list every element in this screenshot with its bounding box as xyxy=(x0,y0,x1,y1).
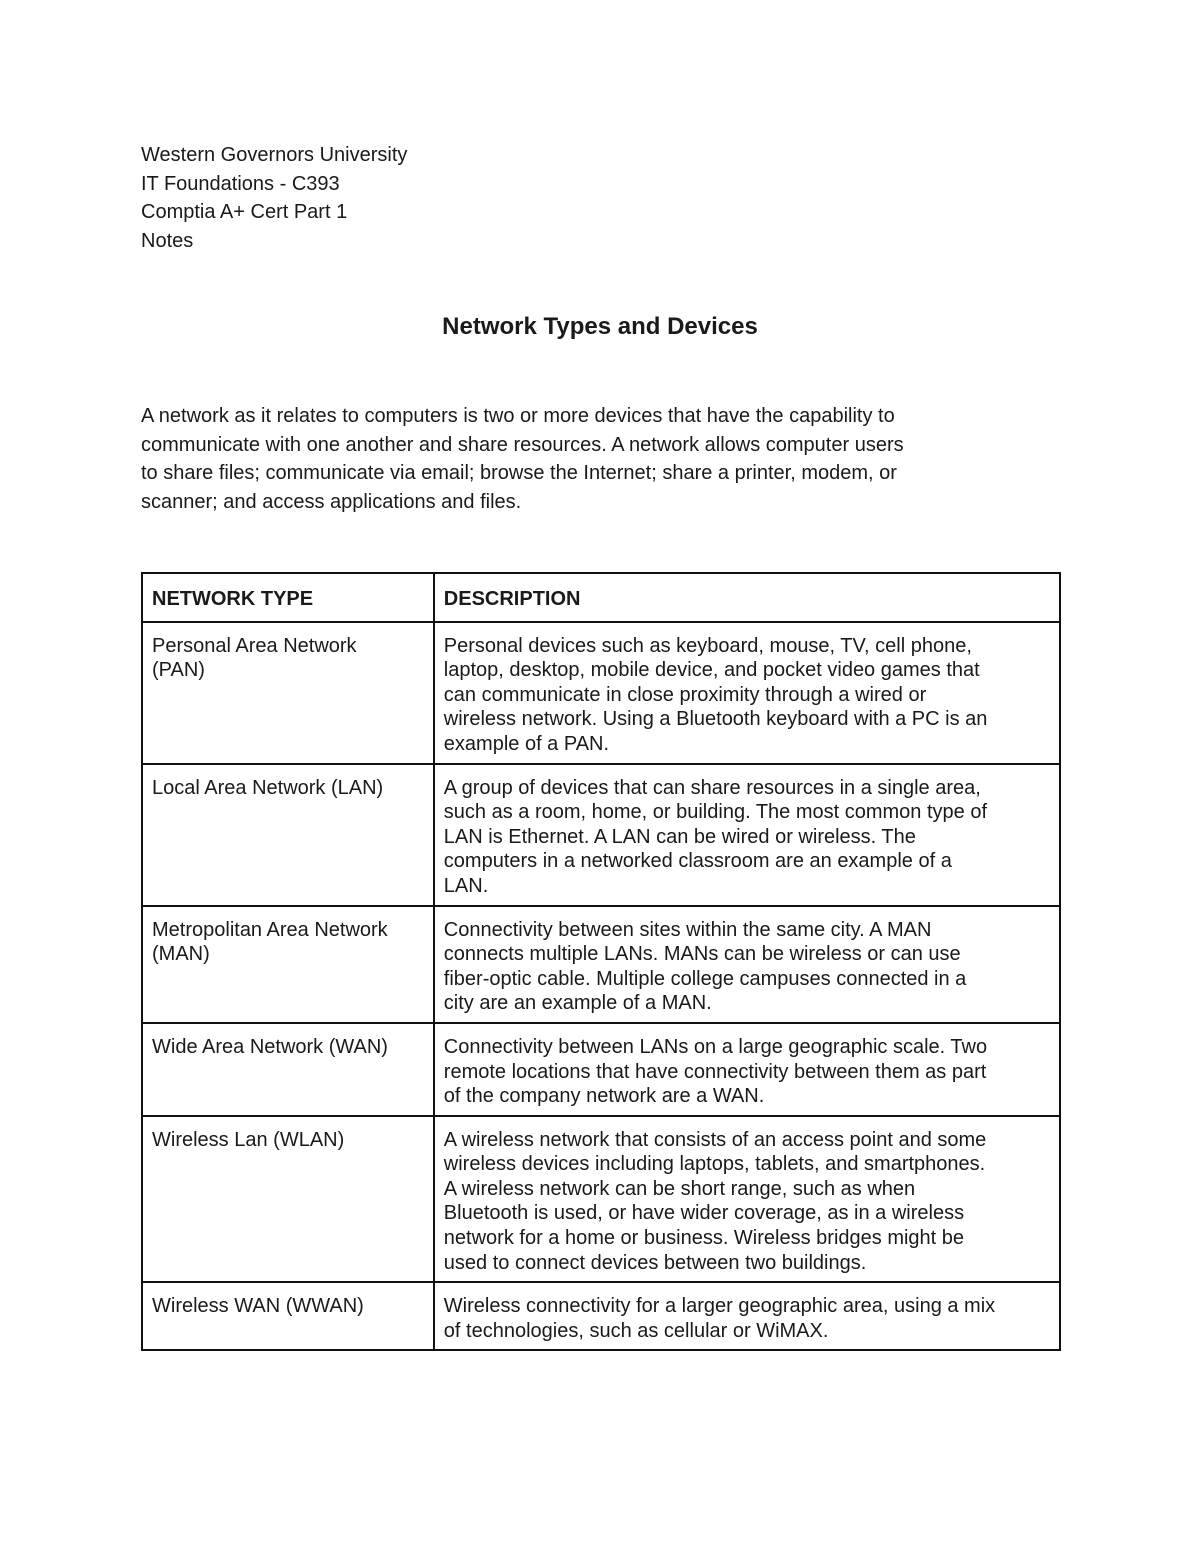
network-types-table xyxy=(141,572,1061,1351)
description-text: Bluetooth is used, or have wider coverage, as in a wireless xyxy=(443,1202,965,1225)
description-cell xyxy=(434,906,1060,1023)
description-cell xyxy=(434,764,1060,906)
table-header-row xyxy=(142,573,1060,622)
table-row xyxy=(142,622,1060,764)
network-type-cell xyxy=(142,906,434,1023)
description-text: network for a home or business. Wireless bridges might be xyxy=(443,1227,965,1250)
description-cell xyxy=(434,1116,1060,1283)
table-row xyxy=(142,764,1060,906)
description-cell xyxy=(434,622,1060,764)
network-type-text: Metropolitan Area Network xyxy=(152,918,388,941)
description-text: remote locations that have connectivity between them as part xyxy=(443,1060,987,1083)
description-text: Wireless connectivity for a larger geographic area, using a mix xyxy=(443,1295,996,1318)
description-text: laptop, desktop, mobile device, and pocket video games that xyxy=(443,659,980,682)
description-cell xyxy=(434,1282,1060,1350)
table-row xyxy=(142,1116,1060,1283)
description-text: computers in a networked classroom are an example of a xyxy=(443,850,952,873)
header-line-university: Western Governors University xyxy=(141,144,408,166)
description-text: can communicate in close proximity through a wired or xyxy=(443,683,927,706)
header-line-course: IT Foundations - C393 xyxy=(141,172,340,195)
intro-line: A network as it relates to computers is two or more devices that have the capability to xyxy=(141,405,895,427)
intro-line: to share files; communicate via email; browse the Internet; share a printer, modem, or xyxy=(141,462,897,485)
network-type-cell xyxy=(142,1023,434,1116)
description-text: Connectivity between sites within the same city. A MAN xyxy=(443,918,932,941)
description-text: of technologies, such as cellular or WiMAX. xyxy=(443,1319,829,1342)
intro-line: scanner; and access applications and files. xyxy=(141,490,522,513)
table-row xyxy=(142,1282,1060,1350)
description-text: A wireless network that consists of an access point and some xyxy=(443,1128,987,1151)
description-text: such as a room, home, or building. The most common type of xyxy=(443,801,988,824)
network-type-cell xyxy=(142,622,434,764)
description-text: LAN is Ethernet. A LAN can be wired or wireless. The xyxy=(443,825,916,848)
description-text: city are an example of a MAN. xyxy=(443,992,712,1015)
description-cell xyxy=(434,1023,1060,1116)
description-text: wireless network. Using a Bluetooth keyboard with a PC is an xyxy=(443,708,988,731)
network-type-text: (MAN) xyxy=(152,943,210,966)
network-type-text: Wireless Lan (WLAN) xyxy=(152,1128,345,1151)
network-type-text: Wireless WAN (WWAN) xyxy=(152,1295,364,1318)
description-text: used to connect devices between two buildings. xyxy=(443,1251,867,1274)
header-line-cert: Comptia A+ Cert Part 1 xyxy=(141,201,348,224)
description-text: Connectivity between LANs on a large geographic scale. Two xyxy=(443,1035,988,1058)
column-header-network-type: NETWORK TYPE xyxy=(142,573,434,622)
description-text: example of a PAN. xyxy=(443,732,610,755)
network-type-cell xyxy=(142,764,434,906)
network-type-text: Wide Area Network (WAN) xyxy=(152,1035,388,1058)
description-text: LAN. xyxy=(443,874,489,897)
description-text: A wireless network can be short range, such as when xyxy=(443,1177,916,1200)
intro-paragraph xyxy=(141,402,904,516)
network-type-text: Local Area Network (LAN) xyxy=(152,776,384,799)
description-text: A group of devices that can share resources in a single area, xyxy=(443,776,981,799)
network-type-cell xyxy=(142,1116,434,1283)
description-text: Personal devices such as keyboard, mouse, TV, cell phone, xyxy=(443,634,972,657)
network-type-cell xyxy=(142,1282,434,1350)
description-text: wireless devices including laptops, tablets, and smartphones. xyxy=(443,1153,986,1176)
network-type-text: (PAN) xyxy=(152,659,205,682)
header-line-notes: Notes xyxy=(141,229,194,252)
column-header-description: DESCRIPTION xyxy=(434,573,1060,622)
description-text: of the company network are a WAN. xyxy=(443,1085,765,1108)
table-row xyxy=(142,906,1060,1023)
network-type-text: Personal Area Network xyxy=(152,634,357,657)
intro-line: communicate with one another and share resources. A network allows computer users xyxy=(141,433,904,456)
document-header xyxy=(141,141,407,255)
description-text: fiber-optic cable. Multiple college campuses connected in a xyxy=(443,967,967,990)
description-text: connects multiple LANs. MANs can be wireless or can use xyxy=(443,943,961,966)
page-title: Network Types and Devices xyxy=(442,313,758,340)
table-row xyxy=(142,1023,1060,1116)
